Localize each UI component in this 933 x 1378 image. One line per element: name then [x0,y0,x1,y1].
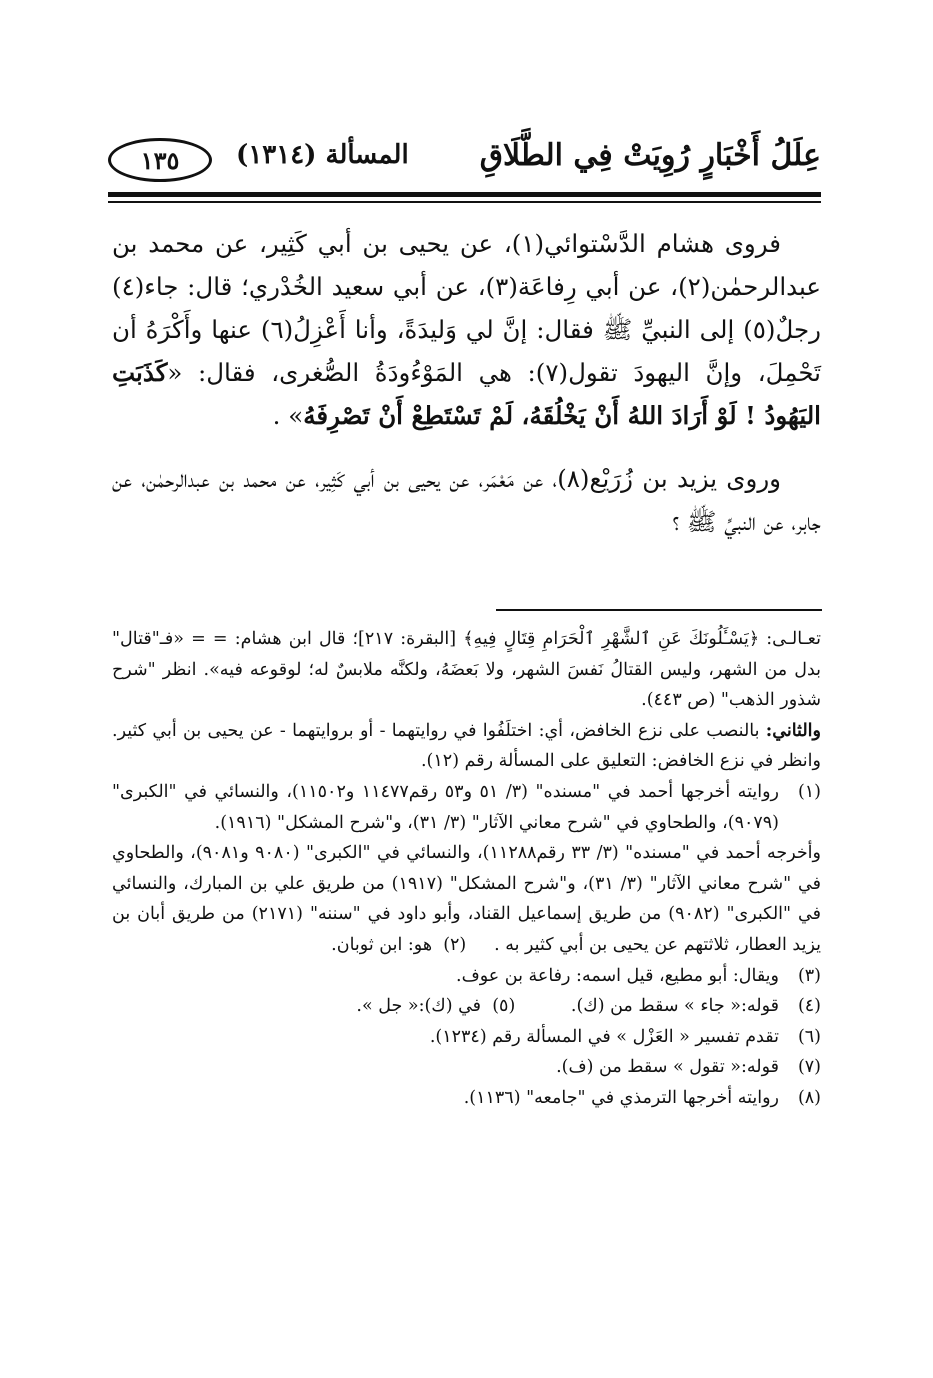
footnote-8-text: روايته أخرجها الترمذي في "جامعه" (١١٣٦). [463,1087,779,1108]
page-number: ١٣٥ [140,145,180,175]
footnote-1 [112,777,821,838]
footnote-6 [112,1022,821,1053]
footnote-4 [112,991,821,1022]
paragraph-2: وروى يزيد بن زُرَيْع(٨)، عن مَعْمَر، عن يحيى بن أبي كَثِير، عن محمد بن عبدالرحمٰن، عن جابر، عن النبيِّ ﷺ ؟ [112,464,821,536]
footnote-7-text: قوله:« تقول » سقط من (ف). [556,1057,779,1078]
carryover-2-label: والثاني: [765,720,821,741]
running-title: عِلَلُ أَخْبَارٍ رُوِيَتْ فِي الطَّلَاقِ [479,138,821,173]
footnote-carryover-2-text [112,716,821,777]
footnotes [112,624,821,1114]
footnote-carryover-1-text: تعـالـى: ﴿يَسْـَٔلُونَكَ عَنِ ٱلشَّهْرِ ٱلْحَرَامِ قِتَالٍ فِيهِ﴾ [البقرة: ٢١٧]؛ قال ابن هشام: = = «فـ"قتال" بدل من الشهر، وليس القتالُ نَفسَ الشهر، ولا بَعضَهُ، ولكنَّه ملابسٌ له؛ لوقوعه فيه». انظر "شرح شذور الذهب" (ص ٤٤٣). [112,629,821,711]
header-rule-thick [108,192,821,197]
footnote-4-text [112,991,779,1022]
prophetic-quote: كَذَبَتِ اليَهُودُ ! لَوْ أَرَادَ اللهُ أَنْ يَخْلُقَهُ، لَمْ تَسْتَطِعْ أَنْ تَصْرِفَهُ [112,358,821,430]
footnote-7-marker: (٧) [797,1057,821,1078]
footnote-1-continuation-text [112,838,821,960]
footnote-1-continuation [112,838,821,960]
footnote-5-marker: (٥) [492,996,516,1017]
issue-label: المسألة (١٣١٤) [236,140,409,170]
paragraph-1-end: » . [272,401,304,430]
page-header [108,138,821,190]
footnote-6-marker: (٦) [797,1026,821,1047]
footnote-5-text: في (ك):« جل ». [356,996,482,1017]
footnote-carryover-2 [112,716,821,777]
header-rule-thin [108,201,821,203]
footnote-3-marker: (٣) [797,965,821,986]
footnote-2-text: هو: ابن ثوبان. [331,934,433,955]
footnote-6-text: تقدم تفسير « العَزْل » في المسألة رقم (١٢٣٤). [429,1026,779,1047]
footnote-4-body: قوله:« جاء » سقط من (ك). [570,996,779,1017]
footnote-1-more: وأخرجه أحمد في "مسنده" (٣/ ٣٣ رقم١١٢٨٨)، والنسائي في "الكبرى" (٩٠٨٠ و٩٠٨١)، والطحاوي في "شرح معاني الآثار" (٣/ ٣١)، و"شرح المشكل" (١٩١٧) من طريق علي بن المبارك، والنسائي في "الكبرى" (٩٠٨٢) من طريق إسماعيل القناد، وأبو داود في "سننه" (٢١٧١) من طريق أبان بن يزيد العطار، ثلاثتهم عن يحيى بن أبي كثير به . [112,843,822,955]
footnote-8-marker: (٨) [797,1087,821,1108]
footnote-7 [112,1052,821,1083]
page-number-badge [108,138,212,182]
footnote-separator [496,609,822,611]
footnote-1-text: روايته أخرجها أحمد في "مسنده" (٣/ ٥١ و٥٣ رقم١١٤٧٧ و١١٥٠٢)، والنسائي في "الكبرى" (٩٠٧٩)، والطحاوي في "شرح معاني الآثار" (٣/ ٣١)، و"شرح المشكل" (١٩١٦). [112,781,779,833]
footnote-3-text: ويقال: أبو مطيع، قيل اسمه: رفاعة بن عوف. [456,965,779,986]
paragraph-1-text: فروى هشام الدَّسْتوائي(١)، عن يحيى بن أبي كَثِير، عن محمد بن عبدالرحمٰن(٢)، عن أبي رِفاعَة(٣)، عن أبي سعيد الخُدْري؛ قال: جاء(٤) رجلٌ(٥) إلى النبيِّ ﷺ فقال: إنَّ لي وَليدَةً، وأنا أَعْزِلُ(٦) عنها وأَكْرَهُ أن تَحْمِلَ، وإنَّ اليهودَ تقول(٧): هي المَوْءُودَةُ الصُّغرى، فقال: « [112,229,821,387]
footnote-3 [112,961,821,992]
carryover-2-body: بالنصب على نزع الخافض، أي: اختلَفُوا في روايتهما - أو بروايتهما - عن يحيى بن أبي كثير. وانظر في نزع الخافض: التعليق على المسألة رقم (١٢). [112,720,821,772]
footnote-8 [112,1083,821,1114]
footnote-2-marker: (٢) [443,934,467,955]
main-text [112,222,821,563]
footnote-carryover-1 [112,624,821,716]
footnote-1-marker: (١) [797,781,821,802]
footnote-4-marker: (٤) [797,996,821,1017]
paragraph-1 [112,222,821,437]
